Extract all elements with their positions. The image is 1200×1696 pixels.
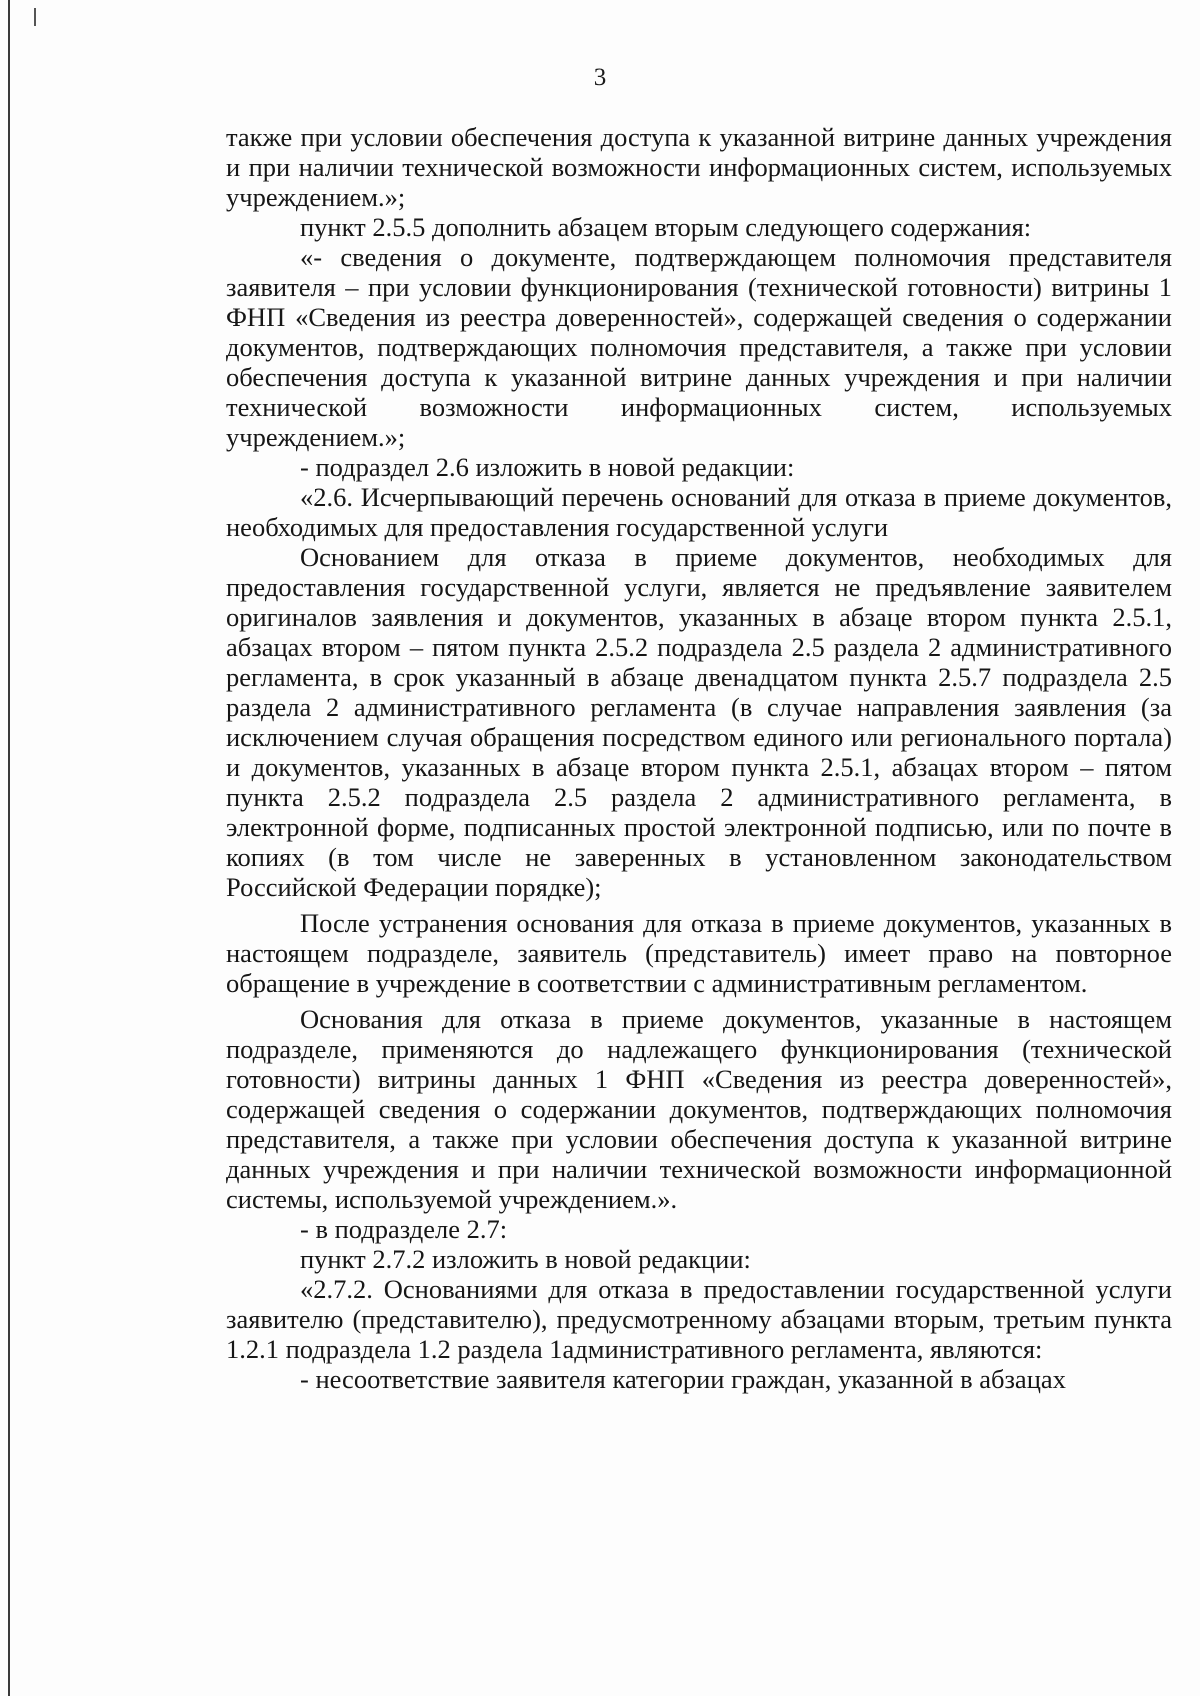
paragraph: Основанием для отказа в приеме документов, необходимых для предоставления государственной услуги, является не предъявление заявителем оригиналов заявления и документов, указанных в абзаце втором пункта 2.5.1, абзацах втором – пятом пункта 2.5.2 подраздела 2.5 раздела 2 административного регламента, в срок указанный в абзаце двенадцатом пункта 2.5.7 подраздела 2.5 раздела 2 административного регламента (в случае направления заявления (за исключением случая обращения посредством единого или регионального портала) и документов, указанных в абзаце втором пункта 2.5.1, абзацах втором – пятом пункта 2.5.2 подраздела 2.5 раздела 2 административного регламента, в электронной форме, подписанных простой электронной подписью, или по почте в копиях (в том числе не заверенных в установленном законодательством Российской Федерации порядке); [226, 542, 1172, 902]
paragraph: После устранения основания для отказа в приеме документов, указанных в настоящем подразделе, заявитель (представитель) имеет право на повторное обращение в учреждение в соответствии с административным регламентом. [226, 908, 1172, 998]
paragraph: пункт 2.7.2 изложить в новой редакции: [300, 1244, 751, 1274]
paragraph: «2.7.2. Основаниями для отказа в предоставлении государственной услуги заявителю (представителю), предусмотренному абзацами вторым, третьим пункта 1.2.1 подраздела 1.2 раздела 1административного регламента, являются: [226, 1274, 1172, 1364]
scan-mark [34, 8, 36, 26]
paragraph: Основания для отказа в приеме документов, указанные в настоящем подразделе, применяются до надлежащего функционирования (технической готовности) витрины данных 1 ФНП «Сведения из реестра доверенностей», содержащей сведения о содержании документов, подтверждающих полномочия представителя, а также при условии обеспечения доступа к указанной витрине данных учреждения и при наличии технической возможности информационной системы, используемой учреждением.». [226, 1004, 1172, 1214]
paragraph: - в подразделе 2.7: [300, 1214, 508, 1244]
paragraph: «2.6. Исчерпывающий перечень оснований для отказа в приеме документов, необходимых для предоставления государственной услуги [226, 482, 1172, 542]
document-body [226, 122, 1172, 1394]
paragraph: «- сведения о документе, подтверждающем полномочия представителя заявителя – при условии функционирования (технической готовности) витрины 1 ФНП «Сведения из реестра доверенностей», содержащей сведения о содержании документов, подтверждающих полномочия представителя, а также при условии обеспечения доступа к указанной витрине данных учреждения и при наличии технической возможности информационных систем, используемых учреждением.»; [226, 242, 1172, 452]
paragraph: - подраздел 2.6 изложить в новой редакции: [300, 452, 795, 482]
page-number: 3 [593, 64, 607, 91]
paragraph: пункт 2.5.5 дополнить абзацем вторым следующего содержания: [300, 212, 1032, 242]
paragraph: - несоответствие заявителя категории граждан, указанной в абзацах [300, 1364, 1066, 1394]
scan-edge-line [8, 0, 10, 1696]
paragraph: также при условии обеспечения доступа к указанной витрине данных учреждения и при наличии технической возможности информационных систем, используемых учреждением.»; [226, 122, 1172, 212]
